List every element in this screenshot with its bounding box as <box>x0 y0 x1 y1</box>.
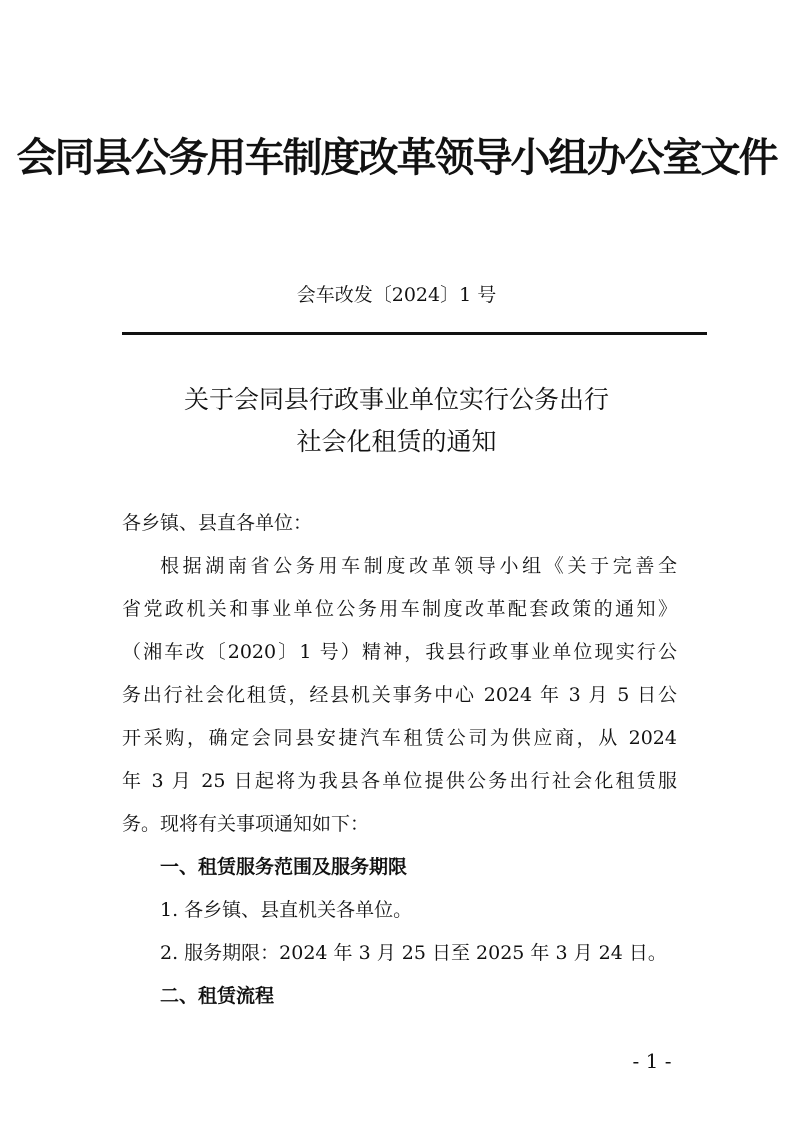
intro-line-4: 务出行社会化租赁，经县机关事务中心 2024 年 3 月 5 日公 <box>122 684 677 706</box>
intro-line-3: （湘车改〔2020〕1 号）精神，我县行政事业单位现实行公 <box>122 641 677 663</box>
page-number: - 1 - <box>632 1049 672 1073</box>
intro-line-2: 省党政机关和事业单位公务用车制度改革配套政策的通知》 <box>122 598 677 620</box>
section-1-item-2: 2. 服务期限：2024 年 3 月 25 日至 2025 年 3 月 24 日。 <box>160 942 667 964</box>
issuing-authority-header: 会同县公务用车制度改革领导小组办公室文件 <box>16 135 777 181</box>
intro-line-7: 务。现将有关事项通知如下： <box>122 813 370 835</box>
intro-line-1: 根据湖南省公务用车制度改革领导小组《关于完善全 <box>160 555 677 577</box>
intro-line-6: 年 3 月 25 日起将为我县各单位提供公务出行社会化租赁服 <box>122 770 677 792</box>
document-title-line-2: 社会化租赁的通知 <box>296 427 497 456</box>
section-1-heading: 一、租赁服务范围及服务期限 <box>160 856 408 878</box>
document-title-line-1: 关于会同县行政事业单位实行公务出行 <box>183 385 609 414</box>
salutation: 各乡镇、县直各单位： <box>122 512 313 534</box>
document-number: 会车改发〔2024〕1 号 <box>296 284 497 306</box>
section-1-item-1: 1. 各乡镇、县直机关各单位。 <box>160 899 413 921</box>
section-2-heading: 二、租赁流程 <box>160 985 275 1007</box>
header-divider <box>122 332 707 335</box>
intro-line-5: 开采购，确定会同县安捷汽车租赁公司为供应商，从 2024 <box>122 727 677 749</box>
